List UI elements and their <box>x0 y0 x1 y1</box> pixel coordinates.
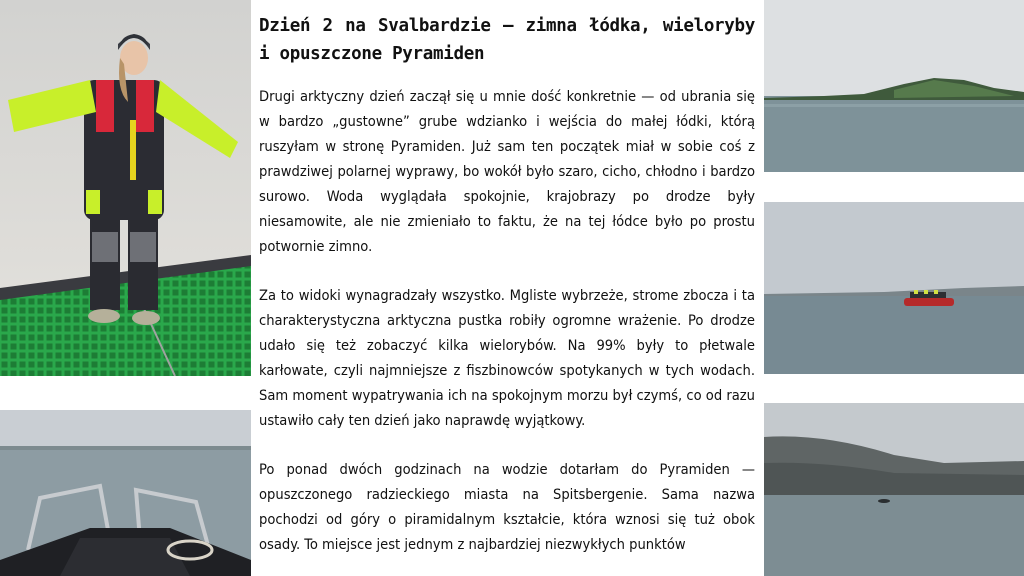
photo-zodiac-boat-on-water <box>764 202 1024 374</box>
photo-whale-by-cliffs <box>764 403 1024 576</box>
article-paragraph-2: Za to widoki wynagradzały wszystko. Mgliste wybrzeże, strome zbocza i ta charakterystyczna arktyczna pustka robiły ogromne wrażenie. Po drodze udało się też zobaczyć kilka wielorybów. Na 99% były to płetwale karłowate, czyli najmniejsze z fiszbinowców spotykanych w tych wodach. Sam moment wypatrywania ich na spokojnym morzu był czymś, co od razu ustawiło cały ten dzień jako naprawdę wyjątkowy. <box>259 287 755 429</box>
article-paragraph-3: Po ponad dwóch godzinach na wodzie dotarłam do Pyramiden — opuszczonego radzieckiego miasta na Spitsbergenie. Sama nazwa pochodzi od góry o piramidalnym kształcie, która wznosi się tuż obok osady. To miejsce jest jednym z najbardziej niezwykłych punktów <box>259 461 755 553</box>
photo-foggy-island <box>764 0 1024 172</box>
photo-woman-in-survival-suit <box>0 0 251 376</box>
article-paragraph-1: Drugi arktyczny dzień zaczął się u mnie dość konkretnie — od ubrania się w bardzo „gustowne” grube wdzianko i wejścia do małej łódki, którą ruszyłam w stronę Pyramiden. Już sam ten początek miał w sobie coś z prawdziwej polarnej wyprawy, bo wokół było szaro, cicho, chłodno i bardzo surowo. Woda wyglądała spokojnie, krajobrazy po drodze były niesamowite, ale nie zmieniało to faktu, że na tej łódce było po prostu potwornie zimno. <box>259 88 755 255</box>
article <box>259 12 755 576</box>
photo-boat-bow-on-sea <box>0 410 251 576</box>
article-title: Dzień 2 na Svalbardzie — zimna łódka, wieloryby i opuszczone Pyramiden <box>259 16 755 64</box>
